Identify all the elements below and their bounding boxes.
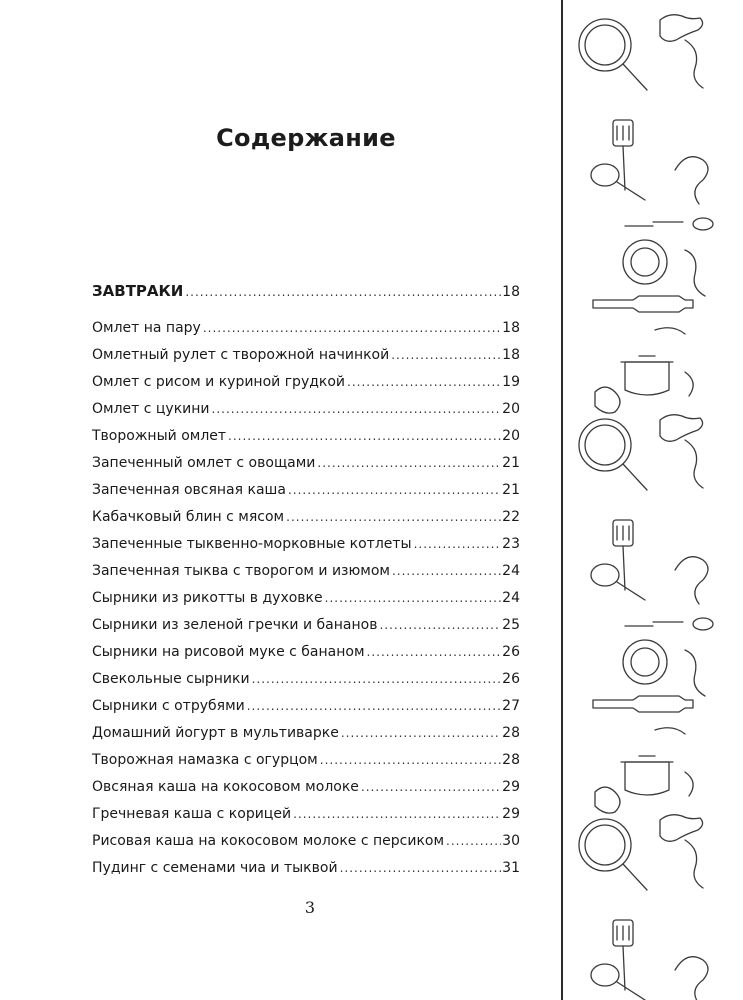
toc-entry[interactable] [92, 617, 520, 637]
entry-title: Сырники из рикотты в духовке [92, 590, 323, 606]
toc-entry[interactable] [92, 779, 520, 799]
page-ref: 18 [502, 347, 520, 363]
entry-title: Пудинг с семенами чиа и тыквой [92, 860, 338, 876]
decorative-kitchen-border [565, 0, 743, 1000]
entry-title: Омлет с рисом и куриной грудкой [92, 374, 346, 390]
entry-title: Сырники из зеленой гречки и бананов [92, 617, 378, 633]
page-ref: 29 [502, 779, 520, 795]
plate-icon [623, 240, 705, 296]
page-ref: 20 [502, 428, 520, 444]
entry-title: Омлетный рулет с творожной начинкой [92, 347, 390, 363]
dot-leader [228, 429, 501, 443]
dot-leader [391, 348, 501, 362]
page-ref: 30 [502, 833, 520, 849]
dot-leader [317, 456, 501, 470]
dot-leader [293, 807, 501, 821]
page-ref: 28 [502, 752, 520, 768]
dot-leader [247, 699, 501, 713]
dot-leader [320, 753, 501, 767]
entry-title: Кабачковый блин с мясом [92, 509, 285, 525]
toc-entry[interactable] [92, 536, 520, 556]
entry-title: Запеченная овсяная каша [92, 482, 286, 498]
dot-leader [379, 618, 501, 632]
toc-entry[interactable] [92, 806, 520, 826]
toc-entry[interactable] [92, 671, 520, 691]
page-divider-line [561, 0, 563, 1000]
toc-entry[interactable] [92, 455, 520, 475]
dot-leader [361, 780, 501, 794]
whisk-icon [591, 157, 708, 204]
toc-entry[interactable] [92, 401, 520, 421]
pot-icon [595, 356, 693, 413]
dot-leader [252, 672, 502, 686]
page-ref: 28 [502, 725, 520, 741]
toc-entry[interactable] [92, 752, 520, 772]
page-ref: 23 [502, 536, 520, 552]
toc-entry[interactable] [92, 428, 520, 448]
entry-title: Домашний йогурт в мультиварке [92, 725, 339, 741]
entry-title: Омлет с цукини [92, 401, 210, 417]
dot-leader [325, 591, 502, 605]
page-ref: 29 [502, 806, 520, 822]
entry-title: Запеченные тыквенно-морковные котлеты [92, 536, 412, 552]
entry-title: Запеченный омлет с овощами [92, 455, 316, 471]
entry-title: Гречневая каша с корицей [92, 806, 292, 822]
dot-leader [392, 564, 501, 578]
toc-entry[interactable] [92, 374, 520, 394]
page-ref: 25 [502, 617, 520, 633]
entry-title: Рисовая каша на кокосовом молоке с персиком [92, 833, 445, 849]
dot-leader [288, 483, 501, 497]
page-ref: 24 [502, 590, 520, 606]
toc-entry[interactable] [92, 320, 520, 340]
toc-entry[interactable] [92, 833, 520, 853]
entry-title: Творожный омлет [92, 428, 227, 444]
entry-title: Сырники на рисовой муке с бананом [92, 644, 365, 660]
spatula-icon [613, 120, 633, 190]
page-title: Содержание [216, 124, 396, 152]
toc-entry[interactable] [92, 509, 520, 529]
section-label: ЗАВТРАКИ [92, 282, 184, 300]
entry-title: Творожная намазка с огурцом [92, 752, 318, 768]
page-ref: 26 [502, 644, 520, 660]
dot-leader [203, 321, 501, 335]
page-ref: 18 [502, 320, 520, 336]
toc-entry[interactable] [92, 860, 520, 880]
dot-leader [347, 375, 501, 389]
dot-leader [212, 402, 502, 416]
dot-leader [286, 510, 501, 524]
toc-entry[interactable] [92, 563, 520, 583]
page-ref: 20 [502, 401, 520, 417]
dot-leader [446, 834, 501, 848]
page-ref: 24 [502, 563, 520, 579]
toc-entry[interactable] [92, 590, 520, 610]
dot-leader [341, 726, 501, 740]
toc-entry[interactable] [92, 482, 520, 502]
entry-title: Омлет на пару [92, 320, 201, 336]
toc-entry[interactable] [92, 347, 520, 367]
toc-entry[interactable] [92, 644, 520, 664]
spoon-icon [625, 218, 713, 230]
dot-leader [340, 861, 502, 875]
page-ref: 21 [502, 455, 520, 471]
toc-entry[interactable] [92, 698, 520, 718]
page-ref: 22 [502, 509, 520, 525]
toc-entry[interactable] [92, 725, 520, 745]
entry-title: Запеченная тыква с творогом и изюмом [92, 563, 390, 579]
dot-leader [414, 537, 502, 551]
page-ref: 18 [502, 284, 520, 300]
entry-title: Свекольные сырники [92, 671, 250, 687]
dot-leader [367, 645, 502, 659]
entry-title: Сырники с отрубями [92, 698, 245, 714]
toc-section-breakfasts[interactable] [92, 282, 520, 302]
hand-icon [660, 15, 703, 88]
page-ref: 26 [502, 671, 520, 687]
pan-icon [579, 19, 647, 90]
page-ref: 31 [502, 860, 520, 876]
page-ref: 21 [502, 482, 520, 498]
page-number: 3 [304, 898, 316, 917]
bottle-icon [593, 296, 693, 334]
page-ref: 19 [502, 374, 520, 390]
entry-title: Овсяная каша на кокосовом молоке [92, 779, 359, 795]
page-ref: 27 [502, 698, 520, 714]
dot-leader [185, 285, 501, 299]
